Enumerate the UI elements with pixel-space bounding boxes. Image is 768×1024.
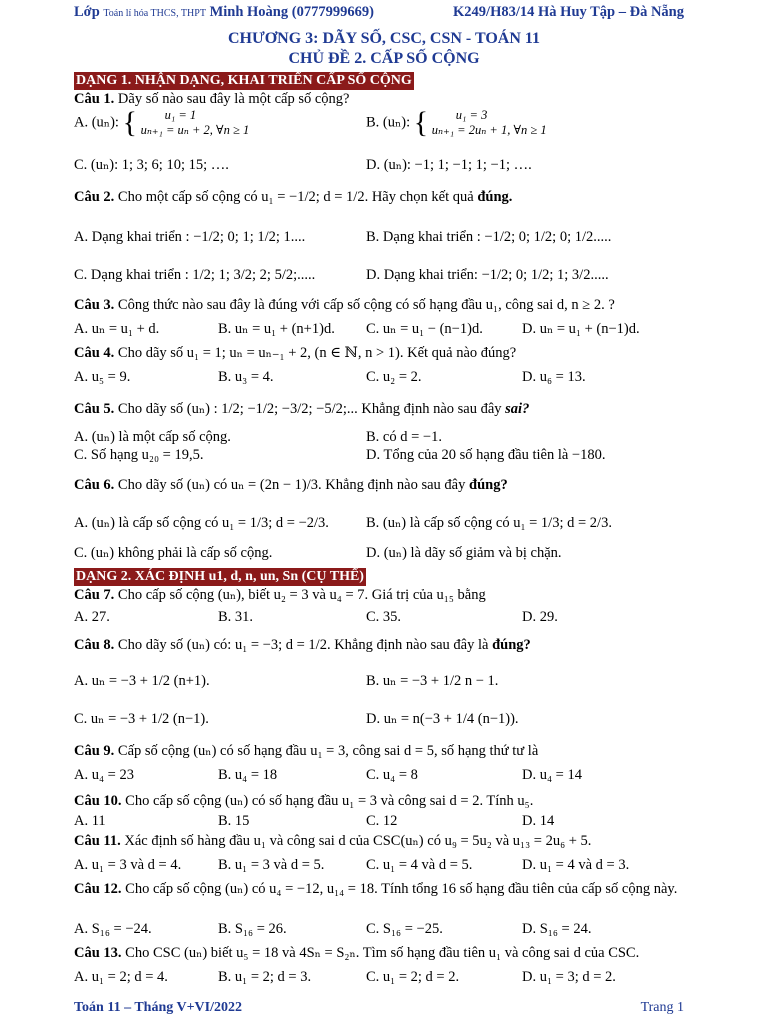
question-text: Cho một cấp số cộng có u₁ = −1/2; d = 1/2. Hãy chọn kết quả [117, 189, 474, 205]
chapter-title: CHƯƠNG 3: DÃY SỐ, CSC, CSN - TOÁN 11 [227, 30, 541, 47]
header-teacher: Minh Hoàng (0777999669) [209, 4, 374, 20]
option-a: A. u₅ = 9. [74, 369, 131, 385]
question-10 [74, 792, 694, 810]
question-label: Câu 13. [74, 945, 122, 961]
header-address: K249/H83/14 Hà Huy Tập – Đà Nẵng [453, 4, 684, 20]
option-b: B. uₙ = u₁ + (n+1)d. [218, 321, 335, 337]
option-d: D. u₄ = 14 [522, 767, 582, 783]
question-label: Câu 1. [74, 91, 115, 107]
question-7 [74, 586, 694, 604]
option-a: A. S₁₆ = −24. [74, 921, 152, 937]
option-c: C. Dạng khai triển : 1/2; 1; 3/2; 2; 5/2;..... [74, 267, 316, 283]
question-emphasis: đúng. [477, 189, 513, 205]
question-text: Cho cấp số cộng (uₙ), biết u₂ = 3 và u₄ = 7. Giá trị của u₁₅ bằng [117, 587, 486, 603]
option-c: C. uₙ = −3 + 1/2 (n−1). [74, 711, 209, 727]
question-12 [74, 880, 694, 898]
question-4 [74, 344, 694, 362]
question-text: Cho CSC (uₙ) biết u₅ = 18 và 4Sₙ = S₂ₙ. Tìm số hạng đầu tiên u₁ và công sai d của CSC. [125, 945, 640, 961]
option-c: C. (uₙ): 1; 3; 6; 10; 15; …. [74, 157, 229, 173]
question-6 [74, 476, 694, 494]
option-a: A. u₁ = 3 và d = 4. [74, 857, 182, 873]
question-11 [74, 832, 694, 850]
question-label: Câu 4. [74, 345, 115, 361]
option-d: D. 29. [522, 609, 558, 625]
question-label: Câu 3. [74, 297, 115, 313]
option-d: D. uₙ = n(−3 + 1/4 (n−1)). [366, 711, 519, 727]
option-a: A. 11 [74, 813, 106, 829]
system-line: u₁ = 3 [455, 108, 488, 122]
page-header [74, 4, 684, 26]
question-text: Cho dãy số (uₙ) có uₙ = (2n − 1)/3. Khẳng định nào sau đây [117, 477, 466, 493]
question-text: Cho cấp số cộng (uₙ) có u₄ = −12, u₁₄ = 18. Tính tổng 16 số hạng đầu tiên của cấp số cộng này. [125, 881, 678, 897]
page-number: Trang 1 [640, 1000, 684, 1015]
question-13 [74, 944, 694, 962]
option-d: D. 14 [522, 813, 555, 829]
option-d: D. u₁ = 3; d = 2. [522, 969, 616, 985]
page-footer [74, 1000, 684, 1020]
system-line: uₙ₊₁ = 2uₙ + 1, ∀n ≥ 1 [431, 123, 547, 137]
option-d: D. S₁₆ = 24. [522, 921, 592, 937]
question-label: Câu 11. [74, 833, 121, 849]
option-label: A. (uₙ): [74, 114, 119, 131]
question-label: Câu 2. [74, 189, 115, 205]
question-label: Câu 6. [74, 477, 115, 493]
option-a: A. 27. [74, 609, 110, 625]
option-a [74, 108, 249, 138]
question-8 [74, 636, 694, 654]
question-label: Câu 7. [74, 587, 115, 603]
section-heading-2: DẠNG 2. XÁC ĐỊNH u1, d, n, un, Sn (CỤ THỂ) [76, 569, 364, 584]
system [432, 108, 547, 138]
footer-course: Toán 11 – Tháng V+VI/2022 [74, 1000, 243, 1015]
question-label: Câu 5. [74, 401, 115, 417]
option-label: B. (uₙ): [366, 114, 411, 131]
option-a: A. uₙ = −3 + 1/2 (n+1). [74, 673, 210, 689]
option-b: B. u₄ = 18 [218, 767, 278, 783]
option-d: D. u₁ = 4 và d = 3. [522, 857, 630, 873]
question-emphasis: sai? [505, 401, 530, 417]
question-1 [74, 90, 694, 108]
question-2 [74, 188, 694, 206]
brace-icon: { [413, 106, 429, 139]
question-5 [74, 400, 694, 418]
option-c: C. S₁₆ = −25. [366, 921, 443, 937]
question-3 [74, 296, 694, 314]
question-label: Câu 12. [74, 881, 122, 897]
system [141, 108, 250, 138]
option-c: C. u₁ = 2; d = 2. [366, 969, 460, 985]
option-a: A. Dạng khai triển : −1/2; 0; 1; 1/2; 1.... [74, 229, 306, 245]
option-a: A. (uₙ) là một cấp số cộng. [74, 429, 231, 445]
section-heading-1: DẠNG 1. NHẬN DẠNG, KHAI TRIỂN CẤP SỐ CỘNG [76, 73, 412, 88]
system-line: u₁ = 1 [164, 108, 197, 122]
option-b: B. 15 [218, 813, 250, 829]
system-line: uₙ₊₁ = uₙ + 2, ∀n ≥ 1 [140, 123, 250, 137]
option-d: D. Dạng khai triển: −1/2; 0; 1/2; 1; 3/2..... [366, 267, 609, 283]
question-text: Cho dãy số (uₙ) có: u₁ = −3; d = 1/2. Khẳng định nào sau đây là [117, 637, 489, 653]
question-label: Câu 8. [74, 637, 115, 653]
option-a: A. uₙ = u₁ + d. [74, 321, 160, 337]
option-c: C. uₙ = u₁ − (n−1)d. [366, 321, 483, 337]
option-d: D. (uₙ): −1; 1; −1; 1; −1; …. [366, 157, 532, 173]
option-c: C. (uₙ) không phải là cấp số cộng. [74, 545, 273, 561]
option-b [366, 108, 547, 138]
question-text: Cho dãy số (uₙ) : 1/2; −1/2; −3/2; −5/2;... Khẳng định nào sau đây [117, 401, 502, 417]
option-a: A. u₁ = 2; d = 4. [74, 969, 168, 985]
option-d: D. uₙ = u₁ + (n−1)d. [522, 321, 640, 337]
option-b: B. Dạng khai triển : −1/2; 0; 1/2; 0; 1/2..... [366, 229, 612, 245]
question-emphasis: đúng? [469, 477, 508, 493]
option-b: B. có d = −1. [366, 429, 442, 445]
option-c: C. u₂ = 2. [366, 369, 422, 385]
question-9 [74, 742, 694, 760]
option-c: C. u₄ = 8 [366, 767, 418, 783]
option-c: C. 35. [366, 609, 402, 625]
question-text: Cho cấp số cộng (uₙ) có số hạng đầu u₁ = 3 và công sai d = 2. Tính u₅. [125, 793, 534, 809]
question-text: Dãy số nào sau đây là một cấp số cộng? [117, 91, 350, 107]
question-text: Công thức nào sau đây là đúng với cấp số cộng có số hạng đầu u₁, công sai d, n ≥ 2. ? [117, 297, 615, 313]
option-b: B. (uₙ) là cấp số cộng có u₁ = 1/3; d = 2/3. [366, 515, 612, 531]
option-b: B. 31. [218, 609, 254, 625]
option-b: B. u₁ = 2; d = 3. [218, 969, 312, 985]
option-b: B. u₁ = 3 và d = 5. [218, 857, 325, 873]
question-label: Câu 10. [74, 793, 122, 809]
option-d: D. Tổng của 20 số hạng đầu tiên là −180. [366, 447, 606, 463]
question-text: Cấp số cộng (uₙ) có số hạng đầu u₁ = 3, công sai d = 5, số hạng thứ tư là [117, 743, 539, 759]
option-b: B. S₁₆ = 26. [218, 921, 287, 937]
option-b: B. uₙ = −3 + 1/2 n − 1. [366, 673, 499, 689]
option-a: A. (uₙ) là cấp số cộng có u₁ = 1/3; d = −2/3. [74, 515, 329, 531]
option-a: A. u₄ = 23 [74, 767, 134, 783]
topic-title: CHỦ ĐỀ 2. CẤP SỐ CỘNG [288, 50, 480, 67]
question-emphasis: đúng? [492, 637, 531, 653]
question-label: Câu 9. [74, 743, 115, 759]
option-d: D. (uₙ) là dãy số giảm và bị chặn. [366, 545, 562, 561]
question-text: Xác định số hàng đầu u₁ và công sai d của CSC(uₙ) có u₉ = 5u₂ và u₁₃ = 2u₆ + 5. [124, 833, 592, 849]
option-d: D. u₆ = 13. [522, 369, 586, 385]
question-text: Cho dãy số u₁ = 1; uₙ = uₙ₋₁ + 2, (n ∈ ℕ, n > 1). Kết quả nào đúng? [117, 345, 517, 361]
option-c: C. 12 [366, 813, 398, 829]
brace-icon: { [122, 106, 137, 139]
option-b: B. u₃ = 4. [218, 369, 274, 385]
header-subject: Toán lí hóa THCS, THPT [103, 8, 206, 19]
option-c: C. Số hạng u₂₀ = 19,5. [74, 447, 204, 463]
header-lop: Lớp [74, 4, 100, 20]
option-c: C. u₁ = 4 và d = 5. [366, 857, 473, 873]
